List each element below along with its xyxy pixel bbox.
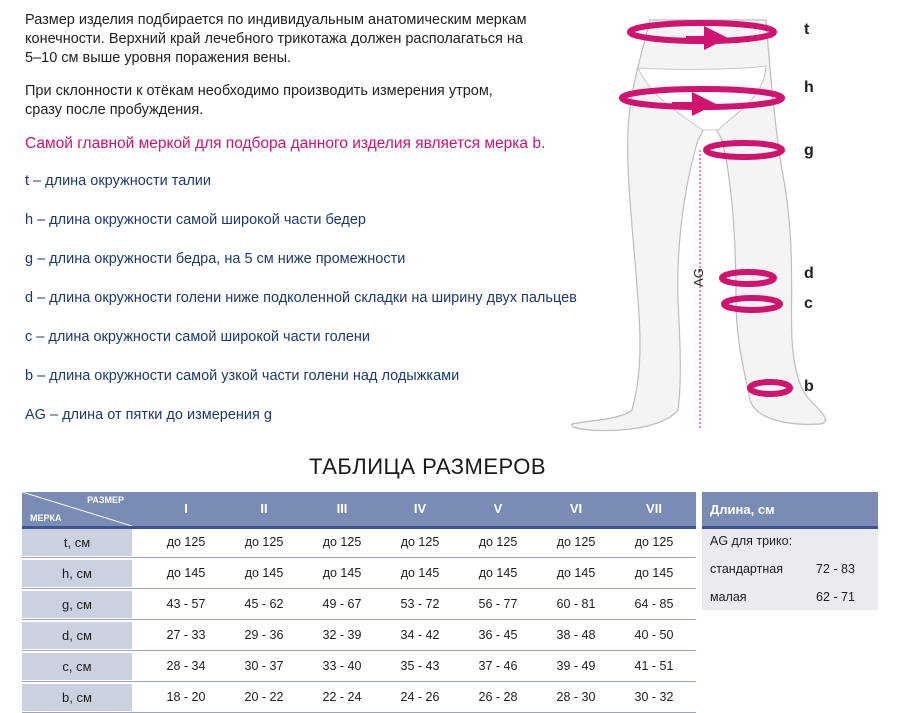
table-row (22, 591, 696, 618)
table-cell: 26 - 28 (478, 690, 518, 704)
mark-label-h: h (804, 79, 814, 96)
table-cell: 20 - 22 (244, 690, 284, 704)
corner-measure-label: МЕРКА (30, 513, 62, 523)
ag-label: AG (690, 268, 706, 287)
table-row (22, 529, 696, 556)
row-label: t, см (22, 529, 132, 556)
mark-label-c: c (804, 295, 813, 312)
table-cell: до 145 (400, 566, 440, 580)
table-cell: до 125 (322, 535, 362, 549)
size-col-5: V (493, 501, 503, 516)
table-cell: 53 - 72 (400, 597, 440, 611)
row-divider (22, 557, 696, 558)
length-name-standard: стандартная (710, 562, 783, 576)
table-cell: до 125 (244, 535, 284, 549)
row-label: g, см (22, 591, 132, 618)
table-cell: до 145 (556, 566, 596, 580)
table-cell: 29 - 36 (244, 628, 284, 642)
table-cell: до 145 (322, 566, 362, 580)
table-cell: до 125 (556, 535, 596, 549)
legend-item-g: g – длина окружности бедра, на 5 см ниже промежности (25, 251, 406, 267)
row-divider (22, 681, 696, 682)
corner-cell (22, 492, 132, 526)
table-cell: 39 - 49 (556, 659, 596, 673)
legend-item-ag: AG – длина от пятки до измерения g (25, 407, 272, 423)
length-name-small: малая (710, 590, 747, 604)
length-subtitle: AG для трико: (710, 534, 793, 548)
table-cell: до 125 (166, 535, 206, 549)
table-cell: 30 - 37 (244, 659, 284, 673)
row-divider (22, 588, 696, 589)
table-cell: до 125 (400, 535, 440, 549)
table-cell: 37 - 46 (478, 659, 518, 673)
intro-paragraph-2 (25, 82, 585, 120)
table-cell: 22 - 24 (322, 690, 362, 704)
legend-item-b: b – длина окружности самой узкой части голени над лодыжками (25, 368, 460, 384)
size-table-title: ТАБЛИЦА РАЗМЕРОВ (308, 454, 547, 479)
table-cell: 30 - 32 (634, 690, 674, 704)
length-title: Длина, см (710, 502, 775, 517)
intro-line: 5–10 см выше уровня поражения вены. (25, 50, 292, 66)
table-cell: до 145 (166, 566, 206, 580)
length-header (702, 492, 878, 529)
table-cell: 40 - 50 (634, 628, 674, 642)
size-col-2: II (260, 501, 268, 516)
table-cell: 28 - 34 (166, 659, 206, 673)
table-cell: 28 - 30 (556, 690, 596, 704)
row-label: b, см (22, 684, 132, 711)
mark-label-t: t (804, 21, 810, 38)
legend-item-t: t – длина окружности талии (25, 173, 211, 189)
legend-item-d: d – длина окружности голени ниже подколенной складки на ширину двух пальцев (25, 290, 577, 306)
length-value-standard: 72 - 83 (816, 562, 855, 576)
row-divider (22, 650, 696, 651)
table-row (22, 560, 696, 587)
row-divider (22, 619, 696, 620)
size-col-7: VII (646, 501, 662, 516)
mark-label-g: g (804, 142, 814, 159)
size-col-6: VI (569, 501, 583, 516)
intro-line: сразу после пробуждения. (25, 102, 204, 118)
table-cell: 36 - 45 (478, 628, 518, 642)
table-row (22, 684, 696, 711)
table-cell: 45 - 62 (244, 597, 284, 611)
intro-paragraph-1 (25, 11, 585, 68)
table-cell: до 125 (478, 535, 518, 549)
row-label: c, см (22, 653, 132, 680)
leg-illustration (560, 0, 900, 440)
corner-size-label: РАЗМЕР (87, 495, 124, 505)
table-cell: 64 - 85 (634, 597, 674, 611)
size-table-header (22, 492, 696, 529)
table-cell: 60 - 81 (556, 597, 596, 611)
length-value-small: 62 - 71 (816, 590, 855, 604)
mark-label-b: b (804, 378, 814, 395)
table-cell: 24 - 26 (400, 690, 440, 704)
table-cell: 41 - 51 (634, 659, 674, 673)
table-cell: 56 - 77 (478, 597, 518, 611)
table-cell: до 145 (244, 566, 284, 580)
table-cell: 38 - 48 (556, 628, 596, 642)
table-cell: 34 - 42 (400, 628, 440, 642)
length-panel (702, 492, 878, 610)
table-cell: 43 - 57 (166, 597, 206, 611)
table-cell: до 125 (634, 535, 674, 549)
intro-line: При склонности к отёкам необходимо производить измерения утром, (25, 83, 493, 99)
mark-label-d: d (804, 265, 814, 282)
table-cell: до 145 (634, 566, 674, 580)
size-col-3: III (336, 501, 348, 516)
leg-drawing (560, 0, 900, 440)
table-cell: 32 - 39 (322, 628, 362, 642)
table-cell: 18 - 20 (166, 690, 206, 704)
size-col-4: IV (413, 501, 427, 516)
table-cell: 49 - 67 (322, 597, 362, 611)
size-col-1: I (184, 501, 188, 516)
table-cell: 33 - 40 (322, 659, 362, 673)
main-measure-note: Самой главной меркой для подбора данного изделия является мерка b. (25, 135, 546, 152)
table-cell: до 145 (478, 566, 518, 580)
table-cell: 35 - 43 (400, 659, 440, 673)
table-row (22, 653, 696, 680)
intro-line: Размер изделия подбирается по индивидуальным анатомическим меркам (25, 12, 527, 28)
legend-item-c: c – длина окружности самой широкой части голени (25, 329, 371, 345)
legend-item-h: h – длина окружности самой широкой части бедер (25, 212, 366, 228)
row-label: d, см (22, 622, 132, 649)
intro-text (25, 11, 585, 154)
table-cell: 27 - 33 (166, 628, 206, 642)
table-row (22, 622, 696, 649)
row-label: h, см (22, 560, 132, 587)
intro-line: конечности. Верхний край лечебного трикотажа должен располагаться на (25, 31, 523, 47)
